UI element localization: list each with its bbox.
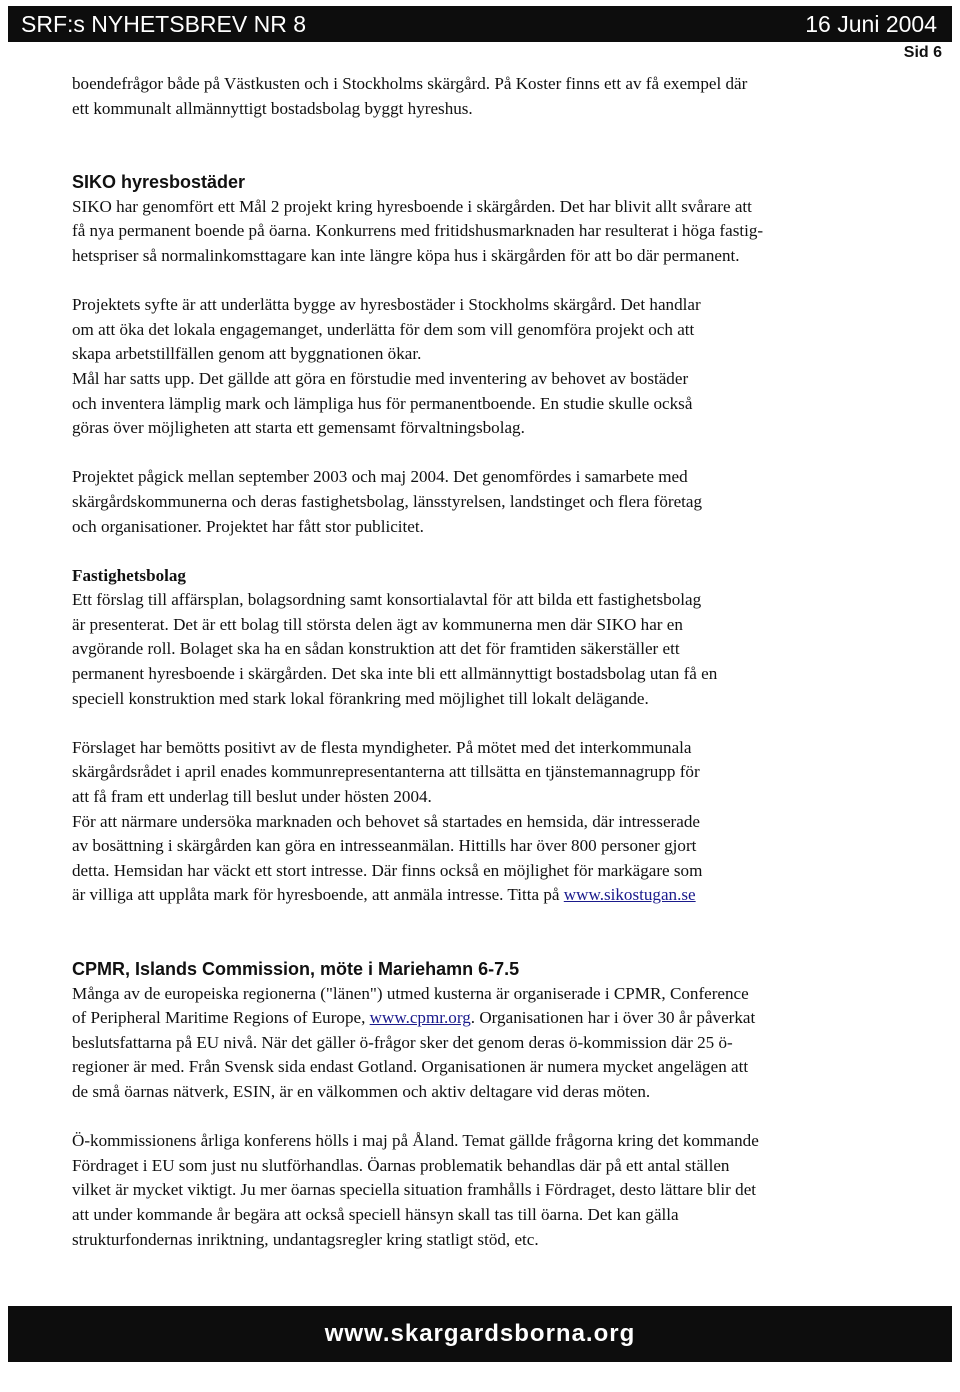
text-line: boendefrågor både på Västkusten och i Stockholms skärgård. På Koster finns ett av få exempel där xyxy=(72,74,748,93)
text-line: av bosättning i skärgården kan göra en intresseanmälan. Hittills har över 800 personer gjort xyxy=(72,836,697,856)
text-line: de små öarnas nätverk, ESIN, är en välkommen och aktiv deltagare vid deras möten. xyxy=(72,1081,651,1101)
text-line: få nya permanent boende på öarna. Konkurrens med fritidshusmarknaden har resulterat i höga fastig- xyxy=(72,221,764,241)
text-line: Mål har satts upp. Det gällde att göra en förstudie med inventering av behovet av bostäder xyxy=(72,368,689,388)
text-line: Många av de europeiska regionerna ("länen") utmed kusterna är organiserade i CPMR, Conference xyxy=(72,983,749,1003)
section-heading-fastighetsbolag: Fastighetsbolag xyxy=(72,565,186,585)
text-line: skärgårdsrådet i april enades kommunrepresentanterna att tillsätta en tjänstemannagrupp för xyxy=(72,762,700,782)
text-line: speciell konstruktion med stark lokal förankring med möjlighet till lokalt delägande. xyxy=(72,688,649,708)
text-line: och inventera lämplig mark och lämpliga hus för permanentboende. En studie skulle också xyxy=(72,393,693,413)
text-line: Ö-kommissionens årliga konferens hölls i maj på Åland. Temat gällde frågorna kring det kommande xyxy=(72,1131,759,1151)
text-line: För att närmare undersöka marknaden och behovet så startades en hemsida, där intresserade xyxy=(72,811,700,831)
intro-paragraph xyxy=(72,72,940,121)
cpmr-paragraph-2 xyxy=(72,1129,940,1252)
text-line: och organisationer. Projektet har fått stor publicitet. xyxy=(72,516,424,536)
fastighetsbolag-paragraph-2 xyxy=(72,736,940,908)
text-line: är villiga att upplåta mark för hyresboende, att anmäla intresse. Titta på xyxy=(72,885,564,905)
issue-date: 16 Juni 2004 xyxy=(805,11,937,37)
text-line: skärgårdskommunerna och deras fastighetsbolag, länsstyrelsen, landstinget och flera företag xyxy=(72,491,703,511)
text-line: permanent hyresboende i skärgården. Det ska inte bli ett allmännyttigt bostadsbolag utan få en xyxy=(72,664,718,684)
text-line: Ett förslag till affärsplan, bolagsordning samt konsortialavtal för att bilda ett fastighetsbolag xyxy=(72,590,702,610)
text-line: vilket är mycket viktigt. Ju mer öarnas speciella situation framhålls i Fördraget, desto lättare blir det xyxy=(72,1180,757,1200)
text-line: Fördraget i EU som just nu slutförhandlas. Öarnas problematik behandlas där på ett antal ställen xyxy=(72,1155,730,1175)
text-line: om att öka det lokala engagemanget, underlätta för dem som vill genomföra projekt och att xyxy=(72,319,695,339)
text-line: of Peripheral Maritime Regions of Europe, xyxy=(72,1008,370,1028)
text-line: göras över möjligheten att starta ett gemensamt förvaltningsbolag. xyxy=(72,418,525,438)
text-line: att under kommande år begära att också speciell hänsyn skall tas till öarna. Det kan gälla xyxy=(72,1204,679,1224)
text-line: ett kommunalt allmännyttigt bostadsbolag byggt hyreshus. xyxy=(72,98,473,118)
text-line: Förslaget har bemötts positivt av de flesta myndigheter. På mötet med det interkommunala xyxy=(72,737,692,757)
text-line: . Organisationen har i över 30 år påverkat xyxy=(470,1008,756,1028)
newsletter-header xyxy=(8,6,952,42)
siko-paragraph-2 xyxy=(72,293,940,441)
text-line: Projektets syfte är att underlätta bygge av hyresbostäder i Stockholms skärgård. Det handlar xyxy=(72,295,701,315)
sikostugan-link[interactable]: www.sikostugan.se xyxy=(563,885,696,905)
text-line: SIKO har genomfört ett Mål 2 projekt kring hyresboende i skärgården. Det har blivit allt svårare att xyxy=(72,196,752,216)
footer-url[interactable]: www.skargardsborna.org xyxy=(324,1320,636,1347)
section-heading-siko: SIKO hyresbostäder xyxy=(72,172,246,193)
fastighetsbolag-paragraph-1 xyxy=(72,588,940,711)
text-line: att få fram ett underlag till beslut under hösten 2004. xyxy=(72,787,432,807)
text-line: skapa arbetstillfällen genom att byggnationen ökar. xyxy=(72,344,422,364)
text-line: detta. Hemsidan har väckt ett stort intresse. Där finns också en möjlighet för markägare som xyxy=(72,860,703,880)
cpmr-paragraph-1 xyxy=(72,982,940,1105)
text-line: beslutsfattarna på EU nivå. När det gäller ö-frågor sker det genom deras ö-kommission där 25 ö- xyxy=(72,1032,733,1052)
siko-paragraph-3 xyxy=(72,465,940,539)
siko-paragraph-1 xyxy=(72,195,940,269)
text-line: hetspriser så normalinkomsttagare kan inte längre köpa hus i skärgården för att bo där permanent. xyxy=(72,245,740,265)
text-line: är presenterat. Det är ett bolag till största delen ägt av kommunerna men där SIKO har en xyxy=(72,614,683,634)
article-body xyxy=(72,72,940,1252)
section-heading-cpmr: CPMR, Islands Commission, möte i Mariehamn 6-7.5 xyxy=(72,959,520,979)
text-line: regioner är med. Från Svensk sida endast Gotland. Organisationen är numera mycket angelägen att xyxy=(72,1057,749,1077)
text-line: avgörande roll. Bolaget ska ha en sådan konstruktion att det för framtiden säkerställer ett xyxy=(72,639,680,659)
cpmr-link[interactable]: www.cpmr.org xyxy=(369,1008,471,1028)
footer-bar xyxy=(8,1306,952,1362)
text-line: Projektet pågick mellan september 2003 och maj 2004. Det genomfördes i samarbete med xyxy=(72,467,688,487)
page-number: Sid 6 xyxy=(903,44,942,61)
newsletter-title: SRF:s NYHETSBREV NR 8 xyxy=(21,11,306,37)
text-line: strukturfondernas inriktning, undantagsregler kring statligt stöd, etc. xyxy=(72,1229,539,1249)
